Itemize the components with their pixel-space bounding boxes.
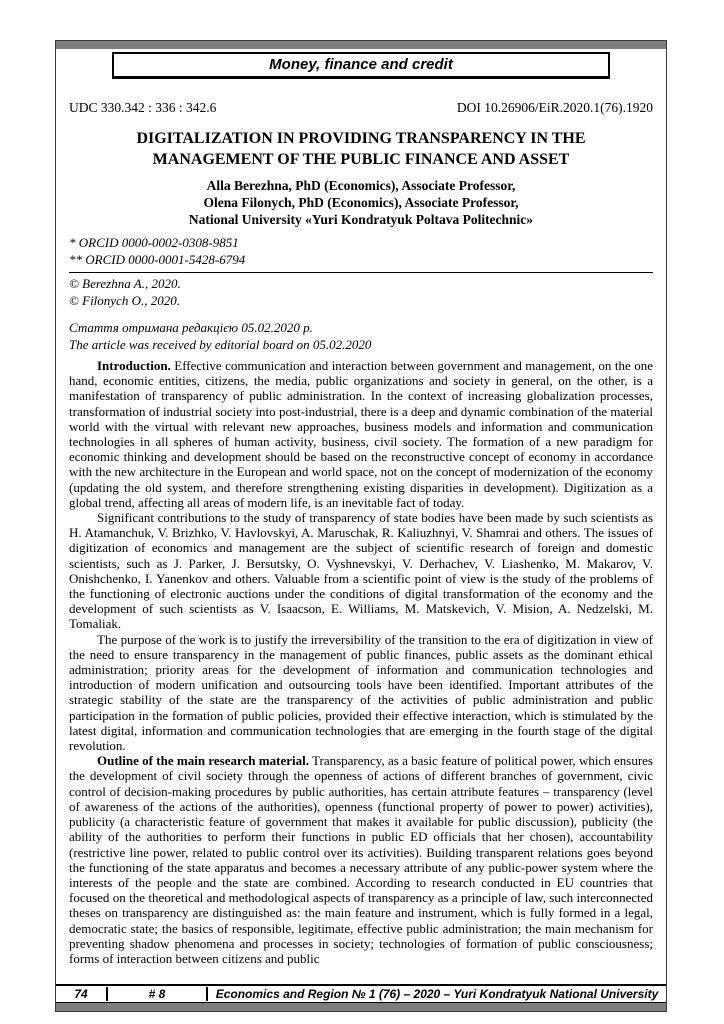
paragraph-contributions — [69, 510, 653, 632]
orcid-block — [69, 235, 653, 268]
paragraph-text: Effective communication and interaction between government and management, on the one hand, economic entities, citizens, the media, public organizations and society in general, on the other, is a manifestation of transparency of public administration. In the context of increasing globalization processes, transformation of industrial society into post-industrial, there is a deep and dynamic combination of the material world with the virtual with relevant new approaches, business models and information and communication technologies in all spheres of human activity, business, civil society. The formation of a new paradigm for economic thinking and development should be based on the reconstructive concept of economy in accordance with the new architecture in the European and world space, not on the concept of modernization of the economy (updating the old system, and therefore strengthening existing disparities in development). Digitization as a global trend, affecting all areas of modern life, is an inevitable fact of today. — [69, 358, 653, 510]
received-block — [69, 320, 653, 353]
author-line-2: Olena Filonych, PhD (Economics), Associate Professor, — [203, 195, 519, 210]
divider-line — [69, 272, 653, 273]
article-title-line2: MANAGEMENT OF THE PUBLIC FINANCE AND ASSET — [152, 151, 570, 168]
copyright-line-2: © Filonych O., 2020. — [69, 292, 180, 308]
page-footer — [56, 984, 666, 1011]
paragraph-lead: Outline of the main research material. — [97, 753, 309, 769]
issue-mark: # 8 — [108, 987, 208, 1001]
paragraph-outline — [69, 753, 653, 966]
authors-block — [69, 177, 653, 228]
page-frame — [55, 40, 667, 1012]
paragraph-text: Transparency, as a basic feature of political power, which ensures the development of civil society through the openness of actions of different branches of government, civic control of decision-making procedures by public authorities, has certain attribute features – transparency (level of awareness of the actions of the authorities), openness (functional property of power to power) activities), publicity (a characteristic feature of government that makes it available for public discussion), publicity (the ability of the authorities to perform their functions in public ED officials that her chosen), accountability (restrictive line power, related to public control over its activities). Building transparent relations goes beyond the functioning of the state apparatus and becomes a necessary attribute of any public-power system where the interests of the people and the state are combined. According to research conducted in EU countries that focused on the theoretical and methodological aspects of transparency as a principle of law, such interconnected theses on transparency are distinguished as: the main feature and instrument, which is fully formed in a legal, democratic state; the basics of responsible, legitimate, effective public administration; the main mechanism for preventing shadow phenomena and processes in society; technologies of formation of public consciousness; forms of interaction between citizens and public — [69, 753, 653, 966]
author-line-1: Alla Berezhna, PhD (Economics), Associate Professor, — [206, 178, 516, 193]
paragraph-purpose — [69, 632, 653, 754]
article-title-line1: DIGITALIZATION IN PROVIDING TRANSPARENCY IN THE — [136, 130, 586, 147]
paragraph-lead: Introduction. — [97, 358, 171, 373]
footer-row — [56, 984, 666, 1003]
section-title: Money, finance and credit — [269, 56, 453, 73]
copyright-block — [69, 276, 653, 309]
received-line-en: The article was received by editorial board on 05.02.2020 — [69, 336, 372, 352]
journal-citation: Economics and Region № 1 (76) – 2020 – Yuri Kondratyuk National University — [215, 987, 659, 1001]
article-title — [69, 128, 653, 170]
meta-row — [69, 99, 653, 116]
top-gray-bar — [56, 41, 666, 49]
paragraph-introduction — [69, 358, 653, 510]
copyright-line-1: © Berezhna A., 2020. — [69, 276, 181, 291]
paragraph-text: The purpose of the work is to justify the irreversibility of the transition to the era of digitization in view of the need to ensure transparency in the management of public finances, public assets as the dominant ethical administration; priority areas for the development of information and communication technologies and introduction of modern unification and outsourcing tools have been identified. Important attributes of the strategic stability of the state are the transparency of the activities of public administration and public participation in the formation of public policies, provided their effective interaction, which is stimulated by the latest digital, information and communication technologies that are emerging in the fourth stage of the digital revolution. — [69, 631, 653, 754]
bottom-gray-bar — [56, 1003, 666, 1011]
article-body — [69, 358, 653, 966]
section-title-box — [112, 52, 610, 79]
received-line-uk: Стаття отримана редакцією 05.02.2020 р. — [69, 320, 313, 335]
doi-code: DOI 10.26906/EiR.2020.1(76).1920 — [456, 100, 653, 115]
paragraph-text: Significant contributions to the study of transparency of state bodies have been made by such scientists as H. Atamanchuk, V. Brizhko, V. Havlovskyi, A. Maruschak, R. Kaliuzhnyi, V. Shamrai and others. The issues of digitization of economics and management are the subject of scientific research of foreign and domestic scientists, such as J. Parker, J. Bersutsky, O. Vyshnevskyi, V. Derhachev, V. Liashenko, M. Makarov, V. Onishchenko, I. Yanenkov and others. Valuable from a scientific point of view is the study of the problems of the functioning of electronic auctions under the conditions of digital transformation of the economy and the development of such scientists as V. Isaacson, E. Williams, M. Matskevich, V. Mision, A. Nedzelski, M. Tomaliak. — [69, 510, 653, 632]
page-number: 74 — [56, 987, 108, 1001]
udc-code: UDC 330.342 : 336 : 342.6 — [69, 100, 217, 115]
affiliation-line: National University «Yuri Kondratyuk Poltava Politechnic» — [188, 212, 534, 227]
orcid-line-1: * ORCID 0000-0002-0308-9851 — [69, 235, 239, 250]
orcid-line-2: ** ORCID 0000-0001-5428-6794 — [69, 251, 246, 267]
article-content — [69, 99, 653, 983]
